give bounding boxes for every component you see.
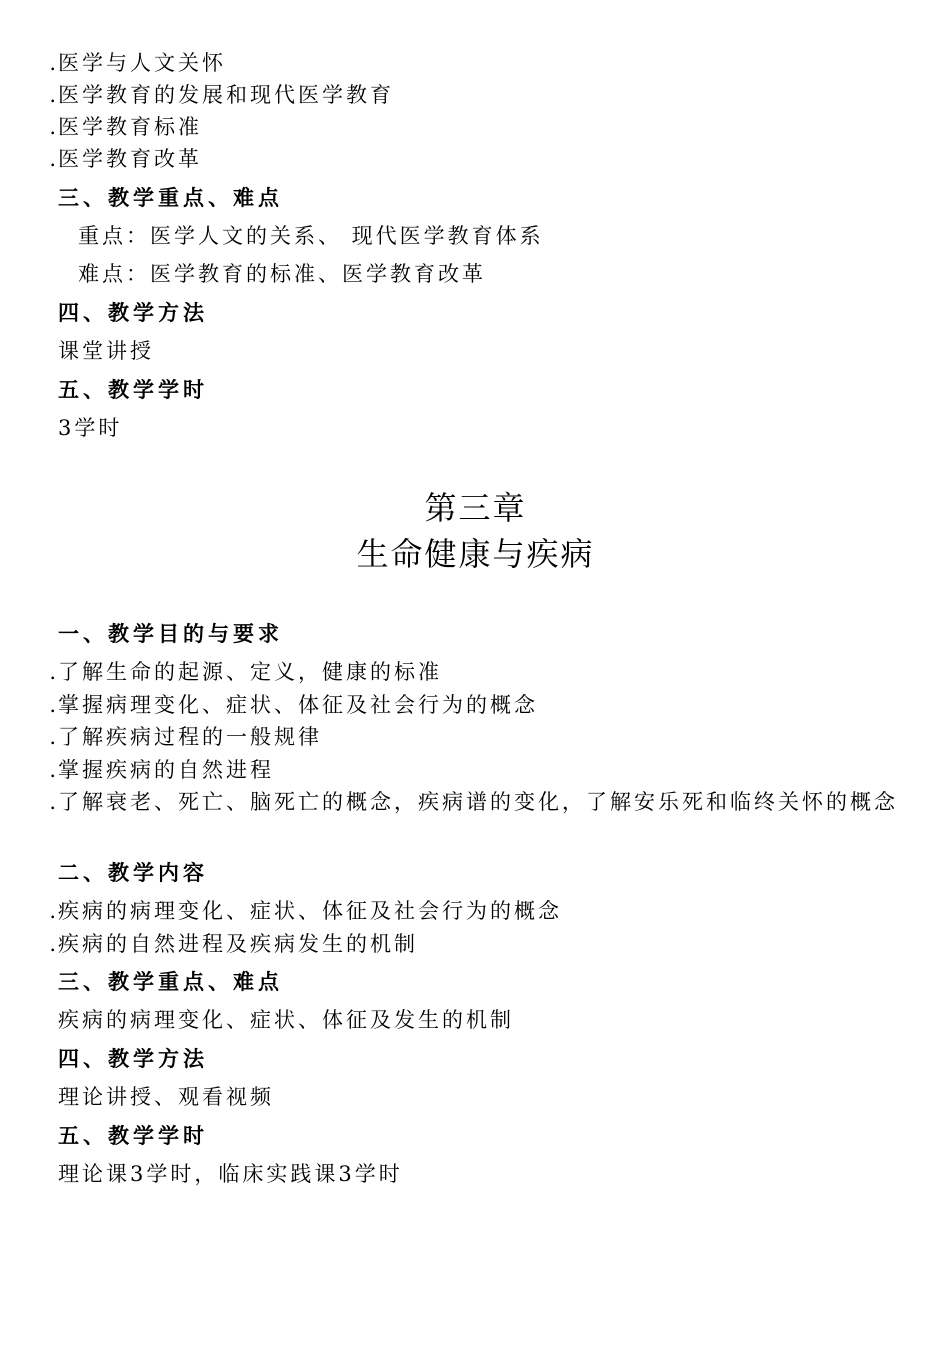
list-bullet: .	[49, 147, 56, 171]
section-heading-focus-2: 三、教学重点、难点	[58, 969, 283, 994]
list-item: 疾病的自然进程及疾病发生的机制	[58, 932, 418, 956]
list-item: 了解生命的起源、定义，健康的标准	[58, 660, 442, 684]
chapter-number: 第三章	[424, 489, 527, 527]
list-item: 掌握疾病的自然进程	[58, 758, 274, 782]
chapter-title: 生命健康与疾病	[356, 535, 595, 573]
section-heading-hours: 五、教学学时	[58, 377, 208, 402]
list-bullet: .	[49, 932, 56, 956]
focus-key-text: 重点：医学人文的关系、 现代医学教育体系	[78, 224, 544, 248]
section-heading-method-2: 四、教学方法	[58, 1046, 208, 1071]
section-heading-goals: 一、教学目的与要求	[58, 621, 283, 646]
list-bullet: .	[49, 899, 56, 923]
focus-text: 疾病的病理变化、症状、体征及发生的机制	[58, 1008, 514, 1032]
list-bullet: .	[49, 693, 56, 717]
list-bullet: .	[49, 790, 56, 814]
list-item: 医学与人文关怀	[58, 51, 226, 75]
hours-text-2: 理论课3学时，临床实践课3学时	[58, 1162, 403, 1186]
list-bullet: .	[49, 758, 56, 782]
list-item: 医学教育标准	[58, 115, 202, 139]
section-heading-content: 二、教学内容	[58, 860, 208, 885]
list-bullet: .	[49, 51, 56, 75]
list-bullet: .	[49, 83, 56, 107]
list-item: 医学教育的发展和现代医学教育	[58, 83, 394, 107]
focus-difficult-text: 难点：医学教育的标准、医学教育改革	[78, 262, 486, 286]
list-item: 了解疾病过程的一般规律	[58, 725, 322, 749]
hours-text: 3学时	[58, 416, 123, 440]
list-bullet: .	[49, 660, 56, 684]
list-item: 了解衰老、死亡、脑死亡的概念，疾病谱的变化，了解安乐死和临终关怀的概念	[58, 790, 898, 814]
list-item: 医学教育改革	[58, 147, 202, 171]
section-heading-focus: 三、教学重点、难点	[58, 185, 283, 210]
method-text: 课堂讲授	[58, 339, 154, 363]
list-item: 掌握病理变化、症状、体征及社会行为的概念	[58, 693, 538, 717]
section-heading-method: 四、教学方法	[58, 300, 208, 325]
list-item: 疾病的病理变化、症状、体征及社会行为的概念	[58, 899, 562, 923]
section-heading-hours-2: 五、教学学时	[58, 1123, 208, 1148]
list-bullet: .	[49, 115, 56, 139]
list-bullet: .	[49, 725, 56, 749]
method-text-2: 理论讲授、观看视频	[58, 1085, 274, 1109]
